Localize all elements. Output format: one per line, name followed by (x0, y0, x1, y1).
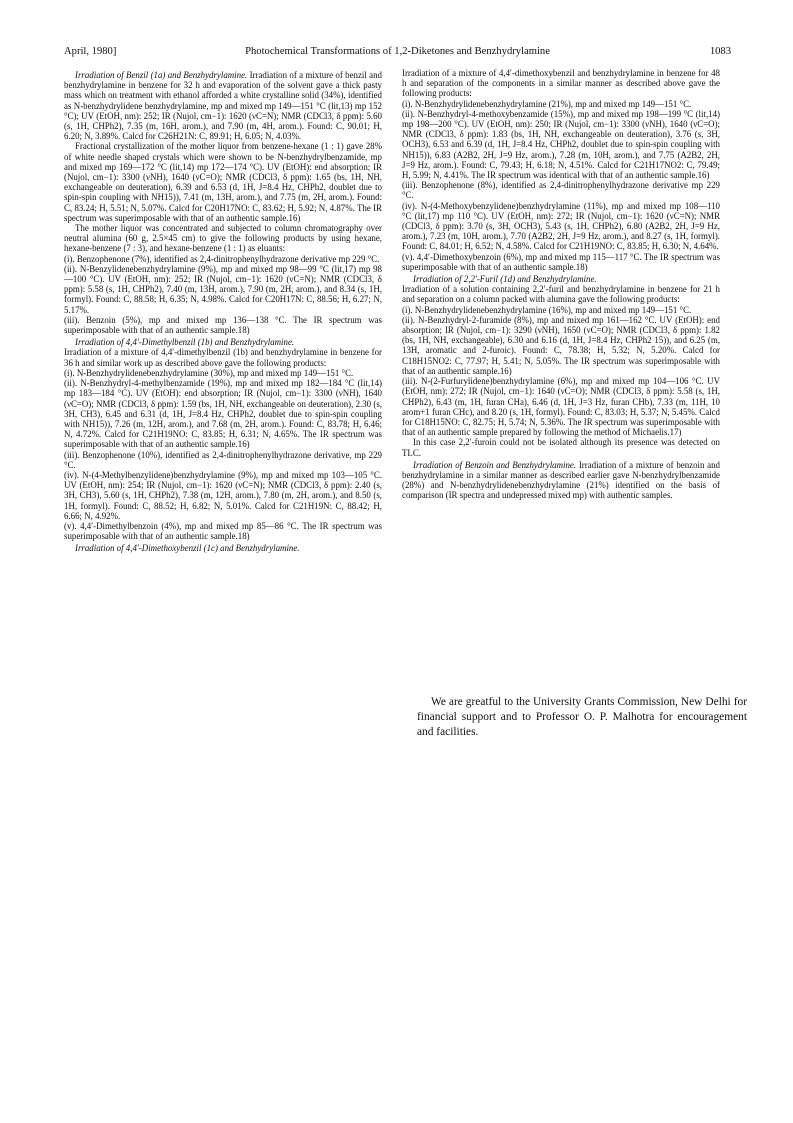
product-entry: (iii). Benzoin (5%), mp and mixed mp 136—138 °C. The IR spectrum was superimposable with that of an authentic sample.18) (64, 314, 382, 336)
right-column (402, 68, 720, 501)
left-column (64, 68, 382, 554)
section-heading: Irradiation of 4,4′-Dimethylbenzil (1b) and Benzhydrylamine. (75, 337, 295, 348)
product-entry: (i). N-Benzhydrylidenebenzhydrylamine (30%), mp and mixed mp 149—151 °C. (64, 367, 354, 378)
section-heading: Irradiation of 2,2′-Furil (1d) and Benzhydrylamine. (413, 274, 597, 285)
product-entry: (ii). N-Benzhydryl-4-methylbenzamide (19%), mp and mixed mp 182—184 °C (lit,14) mp 183—184 °C). UV (EtOH): end absorption; IR (Nujol, cm−1): 3300 (νNH), 1640 (νC=O); NMR (CDCl3, δ ppm): 1.59 (bs, 1H, NH, exchangeable on deuteration), 2.30 (s, 3H, CH3), 6.45 and 6.31 (d, 1H, J=8.4 Hz, CHPh2, doublet due to spin-spin coupling with NH15)), 7.26 (m, 12H, arom.), and 7.68 (m, 2H, arom.). Found: C, 83.78; H, 6.46; N, 4.72%. Calcd for C21H19NO: C, 83.85; H, 6.31; N, 4.65%. The IR spectrum was superimposable with that of an authentic sample.16) (64, 378, 382, 450)
body-paragraph: The mother liquor was concentrated and subjected to column chromatography over neutral alumina (60 g, 2.5×45 cm) to give the following products by using hexane, hexane-benzene (7 : 3), and hexane-benzene (1 : 1) as eluants: (64, 223, 382, 254)
page-header (64, 46, 731, 62)
product-entry: (iv). N-(4-Methylbenzylidene)benzhydrylamine (9%), mp and mixed mp 103—105 °C. UV (EtOH, nm): 254; IR (Nujol, cm−1): 1620 (νC=N); NMR (CDCl3, δ ppm): 2.40 (s, 3H, CH3), 5.60 (s, 1H, CHPh2), 7.38 (m, 12H, arom.), 7.80 (m, 2H, arom.), and 8.50 (s, 1H, formyl). Found: C, 88.52; H, 6.82; N, 5.01%. Calcd for C21H19N: C, 88.42; H, 6.66; N, 4.92%. (64, 469, 382, 521)
section-heading: Irradiation of Benzil (1a) and Benzhydrylamine. (75, 70, 248, 80)
product-entry: (v). 4,4′-Dimethylbenzoin (4%), mp and mixed mp 85—86 °C. The IR spectrum was superimposable with that of an authentic sample.18) (64, 520, 382, 542)
header-date: April, 1980] (64, 46, 117, 57)
body-paragraph: In this case 2,2′-furoin could not be isolated although its presence was detected on TLC. (402, 437, 720, 458)
product-entry: (i). Benzophenone (7%), identified as 2,4-dinitrophenylhydrazone derivative mp 229 °C. (64, 253, 380, 264)
body-paragraph: Irradiation of a mixture of 4,4′-dimethoxybenzil and benzhydrylamine in benzene for 48 h and separation of the components in a similar manner as described above gave the following products: (402, 68, 720, 99)
product-entry: (ii). N-Benzhydryl-4-methoxybenzamide (15%), mp and mixed mp 198—199 °C (lit,14) mp 198—200 °C). UV (EtOH, nm): 250; IR (Nujol, cm−1): 3300 (νNH), 1640 (νC=O); NMR (CDCl3, δ ppm): 1.83 (bs, 1H, NH, exchangeable on deuteration), 3.76 (s, 3H, OCH3), 6.53 and 6.39 (d, 1H, J=8.4 Hz, CHPh2, doublet due to spin-spin coupling with NH15)), 6.83 (A2B2, 2H, J=9 Hz, arom.), 7.28 (m, 10H, arom.), and 7.75 (A2B2, 2H, J=9 Hz, arom.). Found: C, 79.43; H, 6.18; N, 4.51%. Calcd for C21H17NO2: C, 79.49; H, 5.99; N, 4.41%. The IR spectrum was identical with that of an authentic sample.16) (402, 108, 720, 181)
product-entry: (iii). Benzophenone (8%), identified as 2,4-dinitrophenylhydrazone derivative mp 229 °C. (402, 180, 720, 201)
section-paragraph (64, 543, 382, 553)
section-text: Irradiation of a mixture of benzoin and benzhydrylamine in a similar manner as described earlier gave N-benzhydrylbenzamide (28%) and N-benzhydrylidenebenzhydrylamine (21%) identified on the basis of comparison (IR spectra and undepressed mixed mp) with authentic samples. (402, 459, 720, 501)
section-paragraph (64, 70, 382, 141)
product-entry: (i). N-Benzhydrylidenebenzhydrylamine (16%), mp and mixed mp 149—151 °C. (402, 304, 692, 315)
product-entry: (ii). N-Benzhydryl-2-furamide (8%), mp and mixed mp 161—162 °C. UV (EtOH): end absorption; IR (Nujol, cm−1): 3290 (νNH), 1650 (νC=O); NMR (CDCl3, δ ppm): 1.82 (bs, 1H, NH, exchangeable), 6.30 and 6.16 (d, 1H, J=8.4 Hz, CHPh2 15)), and 6.25 (m, 13H, aromatic and 2-furoic). Found: C, 78.38; H, 5.32; N, 5.20%. Calcd for C18H15NO2: C, 77.97; H, 5.41; N, 5.05%. The IR spectrum was superimposable with that of an authentic sample.16) (402, 314, 720, 376)
page-number: 1083 (709, 46, 731, 57)
body-paragraph: Fractional crystallization of the mother liquor from benzene-hexane (1 : 1) gave 28% of white needle shaped crystals which were shown to be N-benzhydrylbenzamide, mp and mixed mp 169—172 °C (lit,14) mp 172—174 °C). UV (EtOH): end absorption; IR (Nujol, cm−1): 3300 (νNH), 1640 (νC=O); NMR (CDCl3, δ ppm): 1.65 (bs, 1H, NH, exchangeable on deuteration), 6.39 and 6.53 (d, 1H, J=8.4 Hz, CHPh2, doublet due to spin-spin coupling with NH15)), 7.41 (m, 13H, arom.), and 7.75 (m, 2H, arom.). Found: C, 83.24; H, 5.51; N, 5.07%. Calcd for C20H17NO: C, 83.62; H, 5.92; N, 4.87%. The IR spectrum was superimposable with that of an authentic sample.16) (64, 141, 382, 223)
section-paragraph (402, 460, 720, 501)
body-paragraph: Irradiation of a solution containing 2,2′-furil and benzhydrylamine in benzene for 21 h and separation on a column packed with alumina gave the following products: (402, 284, 720, 305)
product-entry: (v). 4,4′-Dimethoxybenzoin (6%), mp and mixed mp 115—117 °C. The IR spectrum was superimposable with that of an authentic sample.18) (402, 251, 720, 272)
section-heading: Irradiation of Benzoin and Benzhydrylamine. (413, 459, 577, 470)
product-entry: (iii). N-(2-Furfurylidene)benzhydrylamine (6%), mp and mixed mp 104—106 °C. UV (EtOH, nm): 272; IR (Nujol, cm−1): 1640 (νC=O); NMR (CDCl3, δ ppm): 5.58 (s, 1H, CHPh2), 6.43 (m, 1H, furan CHa), 6.46 (d, 1H, J=3 Hz, furan CHb), 7.33 (m, 11H, 10 arom+1 furan CHc), and 8.20 (s, 1H, formyl). Found: C, 83.03; H, 5.37; N, 5.45%. Calcd for C18H15NO: C, 82.75; H, 5.74; N, 5.36%. The IR spectrum was superimposable with that of an authentic sample prepared by following the method of Michaelis.17) (402, 376, 720, 438)
section-heading: Irradiation of 4,4′-Dimethoxybenzil (1c) and Benzhydrylamine. (75, 543, 300, 554)
product-entry: (ii). N-Benzylidenebenzhydrylamine (9%), mp and mixed mp 98—99 °C (lit,17) mp 98—100 °C). UV (EtOH, nm): 252; IR (Nujol, cm−1): 1620 (νC=N); NMR (CDCl3, δ ppm): 5.58 (s, 1H, CHPh2), 7.40 (m, 13H, arom.), 7.90 (m, 2H, arom.), and 8.34 (s, 1H, formyl). Found: C, 88.58; H, 6.35; N, 4.98%. Calcd for C20H17N: C, 88.56; H, 6.27; N, 5.17%. (64, 263, 382, 315)
product-entry: (iv). N-(4-Methoxybenzylidene)benzhydrylamine (11%), mp and mixed mp 108—110 °C (lit,17) mp 110 °C). UV (EtOH, nm): 272; IR (Nujol, cm−1): 1620 (νC=N); NMR (CDCl3, δ ppm): 3.70 (s, 3H, OCH3), 5.43 (s, 1H, CHPh2), 6.80 (A2B2, 2H, J=9 Hz, arom.), 7.23 (m, 10H, arom.), 7.70 (A2B2, 2H, J=9 Hz, arom.), and 8.27 (s, 1H, formyl). Found: C, 84.01; H, 6.52; N, 4.58%. Calcd for C21H19NO: C, 83.85; H, 6.30; N, 4.64%. (402, 200, 720, 252)
section-paragraph (402, 274, 720, 284)
header-title: Photochemical Transformations of 1,2-Diketones and Benzhydrylamine (245, 46, 550, 57)
section-text: Irradiation of a mixture of benzil and benzhydrylamine in benzene for 32 h and evaporation of the solvent gave a thick pasty mass which on treatment with ethanol afforded a white crystalline solid (34%), identified as N-benzhydrylidene benzhydrylamine, mp and mixed mp 149—151 °C (lit,13) mp 152 °C); UV (EtOH, nm): 252; IR (Nujol, cm−1): 1620 (νC=N); NMR (CDCl3, δ ppm): 5.60 (s, 1H, CHPh2), 7.35 (m, 16H, arom.), and 7.90 (m, 4H, arom.). Found: C, 90.01; H, 6.20; N, 3.89%. Calcd for C26H21N: C, 89.91; H, 6.05; N, 4.03%. (64, 70, 382, 142)
product-entry: (i). N-Benzhydrylidenebenzhydrylamine (21%), mp and mixed mp 149—151 °C. (402, 98, 692, 109)
product-entry: (iii). Benzophenone (10%), identified as 2,4-dinitrophenylhydrazone derivative, mp 229 °C. (64, 449, 382, 470)
section-paragraph (64, 337, 382, 347)
body-paragraph: Irradiation of a mixture of 4,4′-dimethylbenzil (1b) and benzhydrylamine in benzene for 36 h and similar work up as described above gave the following products: (64, 347, 382, 368)
acknowledgement: We are greatful to the University Grants Commission, New Delhi for financial support and to Professor O. P. Malhotra for encouragement and facilities. (417, 696, 747, 738)
